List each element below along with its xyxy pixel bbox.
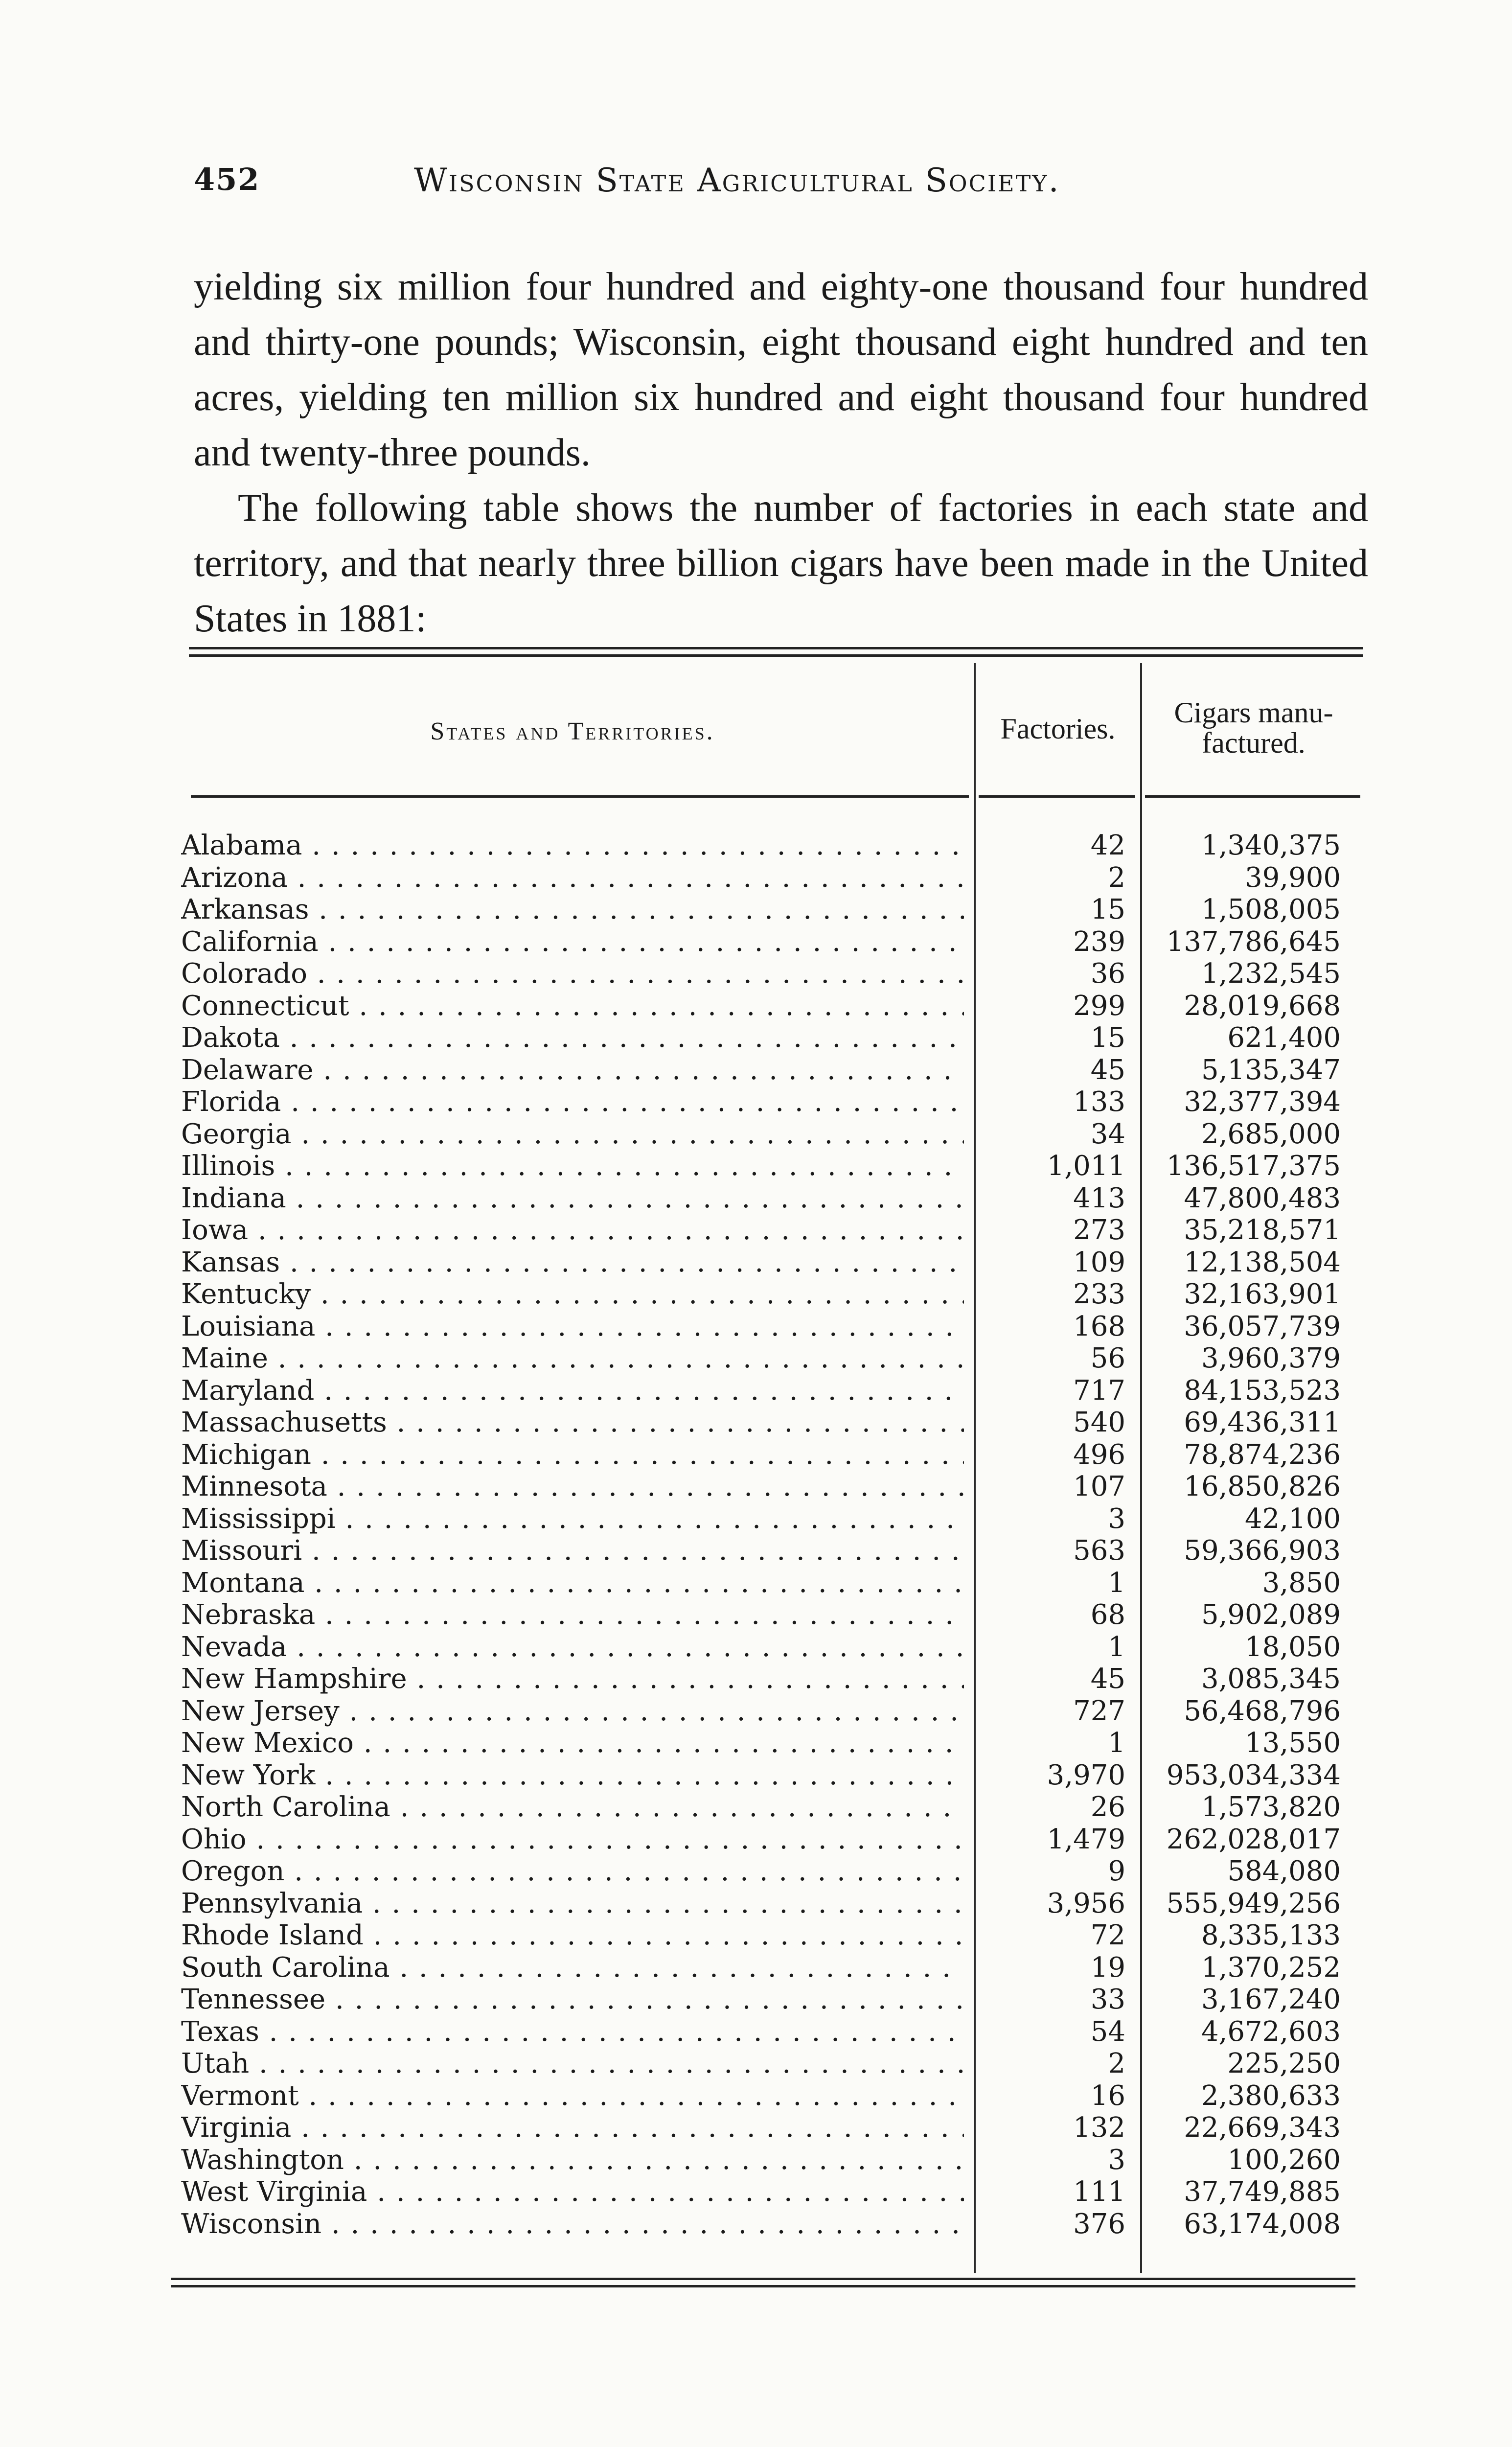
- state-name: Pennsylvania . . .: [181, 1888, 964, 1919]
- table-row: [171, 2080, 1365, 2112]
- factories-count: 72: [1090, 1919, 1125, 1951]
- factories-count: 36: [1090, 958, 1125, 990]
- table-row: [171, 1919, 1365, 1952]
- cigars-count: 1,508,005: [1201, 894, 1341, 925]
- cigars-count: 18,050: [1245, 1631, 1341, 1663]
- state-name: Michigan . . .: [181, 1439, 964, 1471]
- cigars-count: 56,468,796: [1184, 1695, 1341, 1727]
- factories-count: 233: [1073, 1278, 1125, 1310]
- table-bottom-rule: [171, 2278, 1355, 2287]
- factories-count: 717: [1073, 1374, 1125, 1407]
- table-row: [171, 1695, 1365, 1728]
- table-row: [171, 2016, 1365, 2048]
- table-row: [171, 1407, 1365, 1439]
- factories-count: 33: [1090, 1984, 1125, 2015]
- table-top-rule: [189, 647, 1363, 657]
- factories-count: 54: [1090, 2015, 1125, 2048]
- header-rule: [979, 795, 1135, 798]
- state-name: Oregon . . .: [181, 1855, 964, 1887]
- table-row: [171, 1278, 1365, 1311]
- cigars-count: 137,786,645: [1166, 925, 1341, 958]
- cigars-count: 136,517,375: [1166, 1150, 1341, 1182]
- factories-count: 26: [1090, 1791, 1125, 1823]
- cigars-count: 2,685,000: [1201, 1118, 1341, 1150]
- cigars-count: 100,260: [1227, 2144, 1341, 2176]
- page-number: 452: [194, 162, 260, 197]
- cigars-count: 3,960,379: [1201, 1342, 1341, 1374]
- cigars-count: 953,034,334: [1166, 1759, 1341, 1791]
- state-name: Ohio . . .: [181, 1824, 964, 1855]
- state-name: Alabama . . .: [181, 830, 964, 861]
- cigars-count: 3,085,345: [1201, 1663, 1341, 1695]
- cigars-count: 1,370,252: [1201, 1951, 1341, 1984]
- state-name: Vermont . . .: [181, 2080, 964, 2112]
- table-row: [171, 1375, 1365, 1407]
- factories-count: 109: [1073, 1246, 1125, 1278]
- factories-count: 563: [1073, 1535, 1125, 1567]
- factories-count: 45: [1090, 1663, 1125, 1695]
- factories-count: 133: [1073, 1086, 1125, 1118]
- table-row: [171, 1888, 1365, 1920]
- factories-count: 1,011: [1047, 1150, 1125, 1182]
- table-row: [171, 1791, 1365, 1824]
- cigars-count: 3,850: [1262, 1567, 1341, 1599]
- table-row: [171, 990, 1365, 1022]
- factories-count: 540: [1073, 1407, 1125, 1438]
- cigars-count: 2,380,633: [1201, 2079, 1341, 2112]
- state-name: Delaware . . .: [181, 1054, 964, 1086]
- cigars-count: 42,100: [1245, 1502, 1341, 1535]
- table-row: [171, 1086, 1365, 1118]
- cigars-count: 262,028,017: [1166, 1823, 1341, 1855]
- table-row: [171, 1214, 1365, 1247]
- cigars-count: 39,900: [1245, 861, 1341, 894]
- table-body: [171, 830, 1365, 2240]
- table-row: [171, 1118, 1365, 1151]
- cigars-count: 13,550: [1245, 1727, 1341, 1759]
- table-row: [171, 2048, 1365, 2080]
- state-name: Kentucky . . .: [181, 1278, 964, 1310]
- factories-count: 3,956: [1047, 1887, 1125, 1919]
- cigars-count: 1,573,820: [1201, 1791, 1341, 1823]
- state-name: South Carolina . . .: [181, 1952, 964, 1984]
- cigars-count: 59,366,903: [1184, 1535, 1341, 1567]
- cigars-count: 555,949,256: [1166, 1887, 1341, 1919]
- paragraph-1: yielding six million four hundred and eighty-one thousand four hundred and thirty-one pounds; Wisconsin, eight thousand eight hundred and ten acres, yielding ten million six hundred and eight thousand four hundred and twenty-three pounds.: [194, 265, 1368, 474]
- table-row: [171, 1503, 1365, 1535]
- factories-count: 132: [1073, 2112, 1125, 2144]
- state-name: Montana . . .: [181, 1567, 964, 1599]
- factories-count: 3,970: [1047, 1759, 1125, 1791]
- table-row: [171, 1855, 1365, 1888]
- factories-count: 16: [1090, 2079, 1125, 2112]
- table-row: [171, 1984, 1365, 2016]
- factories-count: 413: [1073, 1182, 1125, 1214]
- cigar-table: [171, 663, 1365, 2273]
- state-name: New York . . .: [181, 1759, 964, 1791]
- page-header: [194, 162, 1368, 215]
- state-name: Florida . . .: [181, 1086, 964, 1118]
- table-row: [171, 1471, 1365, 1503]
- table-row: [171, 1824, 1365, 1856]
- factories-count: 15: [1090, 894, 1125, 925]
- table-row: [171, 1150, 1365, 1182]
- factories-count: 56: [1090, 1342, 1125, 1374]
- cigars-count: 47,800,483: [1184, 1182, 1341, 1214]
- state-name: Iowa . . .: [181, 1214, 964, 1246]
- state-name: Washington . . .: [181, 2144, 964, 2176]
- cigars-count: 32,163,901: [1184, 1278, 1341, 1310]
- state-name: Kansas . . .: [181, 1247, 964, 1278]
- cigars-count: 5,135,347: [1201, 1054, 1341, 1086]
- cigars-count: 3,167,240: [1201, 1984, 1341, 2015]
- cigars-count: 35,218,571: [1184, 1214, 1341, 1246]
- state-name: Illinois . . .: [181, 1150, 964, 1182]
- cigars-count: 16,850,826: [1184, 1471, 1341, 1502]
- table-row: [171, 1599, 1365, 1631]
- table-row: [171, 1439, 1365, 1471]
- header-factories: Factories.: [1000, 713, 1116, 745]
- state-name: Rhode Island . . .: [181, 1919, 964, 1951]
- cigars-count: 32,377,394: [1184, 1086, 1341, 1118]
- header-cigars-line1: Cigars manu-: [1174, 696, 1333, 729]
- table-row: [171, 2144, 1365, 2176]
- state-name: Tennessee . . .: [181, 1984, 964, 2015]
- factories-count: 1: [1108, 1727, 1125, 1759]
- state-name: Missouri . . .: [181, 1535, 964, 1567]
- state-name: New Hampshire . . .: [181, 1663, 964, 1695]
- state-name: Virginia . . .: [181, 2112, 964, 2144]
- running-title: Wisconsin State Agricultural Society.: [414, 162, 1060, 199]
- state-name: New Mexico . . .: [181, 1727, 964, 1759]
- state-name: Texas . . .: [181, 2016, 964, 2048]
- cigars-count: 84,153,523: [1184, 1374, 1341, 1407]
- state-name: Maine . . .: [181, 1342, 964, 1374]
- table-row: [171, 958, 1365, 990]
- header-cigars: [1142, 697, 1365, 758]
- table-row: [171, 1311, 1365, 1343]
- table-row: [171, 830, 1365, 862]
- cigars-count: 1,232,545: [1201, 958, 1341, 990]
- table-row: [171, 926, 1365, 958]
- table-row: [171, 1952, 1365, 1984]
- state-name: California . . .: [181, 926, 964, 958]
- header-rule: [1145, 795, 1360, 798]
- table-row: [171, 1759, 1365, 1792]
- cigars-count: 5,902,089: [1201, 1599, 1341, 1631]
- table-row: [171, 1567, 1365, 1599]
- cigars-count: 621,400: [1227, 1022, 1341, 1054]
- cigars-count: 1,340,375: [1201, 830, 1341, 861]
- table-row: [171, 1342, 1365, 1375]
- cigars-count: 28,019,668: [1184, 990, 1341, 1022]
- state-name: New Jersey . . .: [181, 1695, 964, 1727]
- table-row: [171, 2176, 1365, 2208]
- factories-count: 239: [1073, 925, 1125, 958]
- factories-count: 34: [1090, 1118, 1125, 1150]
- cigars-count: 69,436,311: [1184, 1407, 1341, 1438]
- table-row: [171, 1535, 1365, 1567]
- factories-count: 168: [1073, 1310, 1125, 1342]
- state-name: Mississippi . . .: [181, 1503, 964, 1535]
- table-row: [171, 1727, 1365, 1759]
- cigars-count: 63,174,008: [1184, 2208, 1341, 2240]
- factories-count: 299: [1073, 990, 1125, 1022]
- state-name: Connecticut . . .: [181, 990, 964, 1022]
- cigars-count: 12,138,504: [1184, 1246, 1341, 1278]
- header-cigars-line2: factured.: [1202, 727, 1306, 759]
- factories-count: 727: [1073, 1695, 1125, 1727]
- cigars-count: 584,080: [1227, 1855, 1341, 1887]
- cigars-count: 22,669,343: [1184, 2112, 1341, 2144]
- cigars-count: 36,057,739: [1184, 1310, 1341, 1342]
- table-row: [171, 1054, 1365, 1086]
- factories-count: 273: [1073, 1214, 1125, 1246]
- state-name: Nevada . . .: [181, 1631, 964, 1663]
- state-name: Colorado . . .: [181, 958, 964, 990]
- factories-count: 3: [1108, 2144, 1125, 2176]
- table-row: [171, 1247, 1365, 1279]
- table-row: [171, 1631, 1365, 1663]
- table-row: [171, 2208, 1365, 2240]
- state-name: Arkansas . . .: [181, 894, 964, 925]
- factories-count: 68: [1090, 1599, 1125, 1631]
- table-row: [171, 1663, 1365, 1695]
- table-row: [171, 894, 1365, 926]
- factories-count: 15: [1090, 1022, 1125, 1054]
- state-name: Dakota . . .: [181, 1022, 964, 1054]
- factories-count: 496: [1073, 1438, 1125, 1471]
- factories-count: 45: [1090, 1054, 1125, 1086]
- factories-count: 2: [1108, 861, 1125, 894]
- factories-count: 9: [1108, 1855, 1125, 1887]
- cigars-count: 37,749,885: [1184, 2176, 1341, 2208]
- factories-count: 1: [1108, 1631, 1125, 1663]
- state-name: Louisiana . . .: [181, 1311, 964, 1342]
- body-text: [194, 259, 1368, 646]
- factories-count: 42: [1090, 830, 1125, 861]
- state-name: Indiana . . .: [181, 1182, 964, 1214]
- factories-count: 1: [1108, 1567, 1125, 1599]
- table-row: [171, 2112, 1365, 2144]
- state-name: Nebraska . . .: [181, 1599, 964, 1631]
- cigars-count: 225,250: [1227, 2048, 1341, 2079]
- factories-count: 376: [1073, 2208, 1125, 2240]
- cigars-count: 4,672,603: [1201, 2015, 1341, 2048]
- table-row: [171, 1182, 1365, 1215]
- table-row: [171, 862, 1365, 894]
- factories-count: 19: [1090, 1951, 1125, 1984]
- state-name: Maryland . . .: [181, 1375, 964, 1407]
- factories-count: 1,479: [1047, 1823, 1125, 1855]
- cigars-count: 78,874,236: [1184, 1438, 1341, 1471]
- state-name: North Carolina . . .: [181, 1791, 964, 1823]
- state-name: Utah . . .: [181, 2048, 964, 2079]
- state-name: Wisconsin . . .: [181, 2208, 964, 2240]
- factories-count: 107: [1073, 1471, 1125, 1502]
- factories-count: 3: [1108, 1502, 1125, 1535]
- factories-count: 111: [1073, 2176, 1125, 2208]
- state-name: Massachusetts . . .: [181, 1407, 964, 1438]
- paragraph-2: The following table shows the number of factories in each state and territory, and that nearly three billion cigars have been made in the United States in 1881:: [194, 486, 1368, 640]
- state-name: West Virginia . . .: [181, 2176, 964, 2208]
- cigars-count: 8,335,133: [1201, 1919, 1341, 1951]
- state-name: Georgia . . .: [181, 1118, 964, 1150]
- table-row: [171, 1022, 1365, 1054]
- factories-count: 2: [1108, 2048, 1125, 2079]
- state-name: Arizona . . .: [181, 862, 964, 894]
- header-rule: [191, 795, 969, 798]
- header-states: States and Territories.: [430, 717, 715, 745]
- state-name: Minnesota . . .: [181, 1471, 964, 1502]
